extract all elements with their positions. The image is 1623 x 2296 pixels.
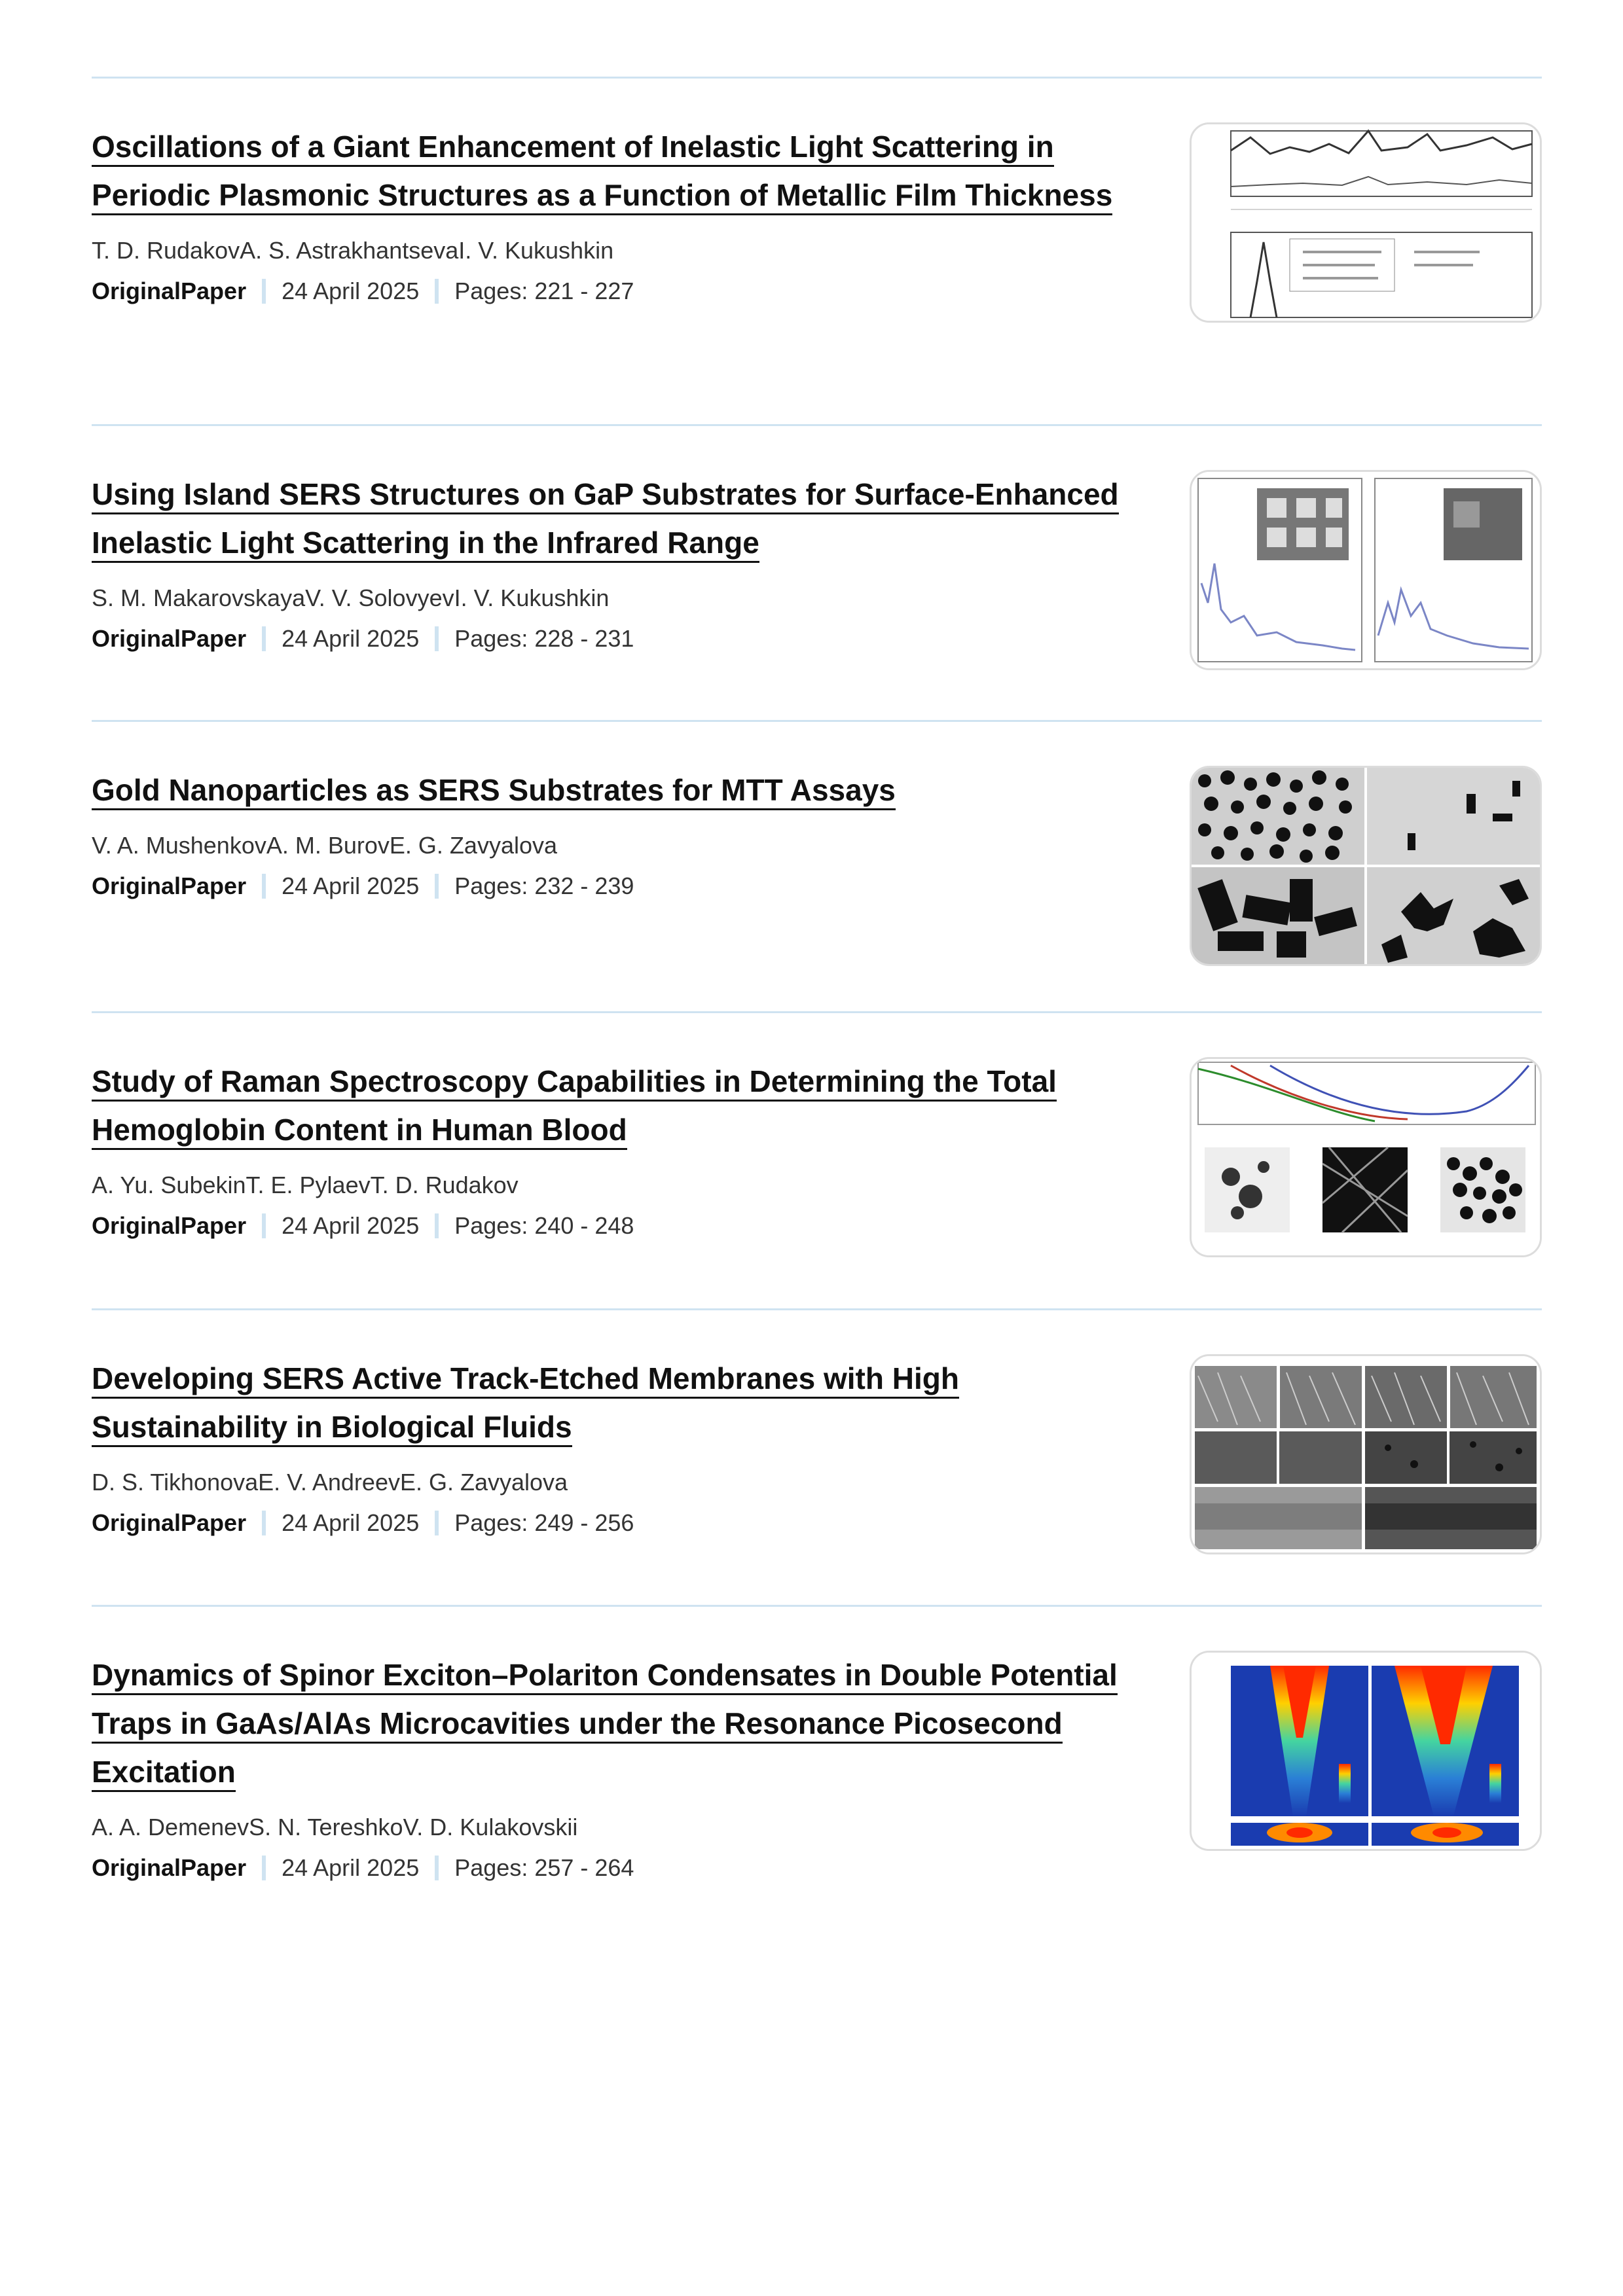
author: E. V. Andreev (258, 1469, 400, 1496)
author: T. D. Rudakov (92, 237, 240, 264)
article-item (92, 1651, 1542, 1886)
author: E. G. Zavyalova (389, 832, 558, 859)
article-pages: Pages: 249 - 256 (454, 1509, 634, 1536)
article-date: 24 April 2025 (282, 1509, 420, 1536)
divider (92, 1011, 1542, 1013)
article-item (92, 766, 1542, 1001)
article-date: 24 April 2025 (282, 625, 420, 652)
article-meta (92, 624, 1152, 653)
article-meta (92, 1854, 1152, 1882)
article-title (92, 1354, 1152, 1451)
article-authors (92, 1468, 1152, 1497)
separator (435, 626, 439, 651)
author: T. D. Rudakov (370, 1172, 519, 1198)
separator (262, 1213, 266, 1238)
separator (435, 279, 439, 304)
article-date: 24 April 2025 (282, 872, 420, 899)
separator (262, 1856, 266, 1880)
article-thumbnail[interactable] (1190, 470, 1542, 670)
article-authors (92, 1171, 1152, 1200)
article-thumbnail[interactable] (1190, 1354, 1542, 1554)
divider (92, 1605, 1542, 1607)
separator (435, 1213, 439, 1238)
author: E. G. Zavyalova (399, 1469, 568, 1496)
article-title (92, 1651, 1152, 1796)
article-type: OriginalPaper (92, 1854, 247, 1881)
article-thumbnail[interactable] (1190, 122, 1542, 323)
author: D. S. Tikhonova (92, 1469, 259, 1496)
article-item (92, 470, 1542, 706)
divider (92, 1308, 1542, 1310)
author: A. A. Demenev (92, 1814, 249, 1840)
author: V. D. Kulakovskii (403, 1814, 578, 1840)
article-pages: Pages: 257 - 264 (454, 1854, 634, 1881)
article-title-link[interactable]: Using Island SERS Structures on GaP Substrates for Surface-Enhanced Inelastic Light Scattering in the Infrared Range (92, 477, 1119, 563)
author: A. M. Burov (266, 832, 390, 859)
article-title-link[interactable]: Study of Raman Spectroscopy Capabilities in Determining the Total Hemoglobin Content in Human Blood (92, 1064, 1057, 1150)
author: T. E. Pylaev (246, 1172, 371, 1198)
separator (435, 1856, 439, 1880)
separator (262, 626, 266, 651)
article-title-link[interactable]: Developing SERS Active Track-Etched Membranes with High Sustainability in Biological Fluids (92, 1361, 959, 1447)
author: V. V. Solovyev (305, 584, 454, 611)
article-item (92, 122, 1542, 358)
article-pages: Pages: 232 - 239 (454, 872, 634, 899)
divider (92, 720, 1542, 722)
article-meta (92, 277, 1152, 306)
article-thumbnail[interactable] (1190, 1651, 1542, 1851)
article-date: 24 April 2025 (282, 1212, 420, 1239)
article-meta (92, 1509, 1152, 1537)
article-pages: Pages: 228 - 231 (454, 625, 634, 652)
article-title-link[interactable]: Gold Nanoparticles as SERS Substrates for MTT Assays (92, 773, 896, 810)
divider (92, 424, 1542, 426)
author: S. N. Tereshko (249, 1814, 403, 1840)
article-title-link[interactable]: Oscillations of a Giant Enhancement of Inelastic Light Scattering in Periodic Plasmonic Structures as a Function of Metallic Film Thickness (92, 130, 1112, 215)
author: A. Yu. Subekin (92, 1172, 246, 1198)
article-authors (92, 236, 1152, 265)
article-title (92, 470, 1152, 567)
article-item (92, 1057, 1542, 1293)
article-date: 24 April 2025 (282, 1854, 420, 1881)
separator (435, 874, 439, 899)
separator (262, 1511, 266, 1535)
author: I. V. Kukushkin (458, 237, 614, 264)
article-pages: Pages: 221 - 227 (454, 278, 634, 304)
divider (92, 77, 1542, 79)
article-type: OriginalPaper (92, 1509, 247, 1536)
separator (435, 1511, 439, 1535)
article-type: OriginalPaper (92, 625, 247, 652)
article-authors (92, 584, 1152, 613)
article-title (92, 122, 1152, 219)
separator (262, 279, 266, 304)
author: S. M. Makarovskaya (92, 584, 306, 611)
article-title (92, 1057, 1152, 1154)
author: V. A. Mushenkov (92, 832, 266, 859)
article-thumbnail[interactable] (1190, 766, 1542, 966)
article-thumbnail[interactable] (1190, 1057, 1542, 1257)
article-type: OriginalPaper (92, 278, 247, 304)
author: I. V. Kukushkin (454, 584, 610, 611)
author: A. S. Astrakhantseva (240, 237, 459, 264)
article-pages: Pages: 240 - 248 (454, 1212, 634, 1239)
article-title (92, 766, 1152, 814)
article-date: 24 April 2025 (282, 278, 420, 304)
separator (262, 874, 266, 899)
article-type: OriginalPaper (92, 1212, 247, 1239)
article-meta (92, 1211, 1152, 1240)
article-title-link[interactable]: Dynamics of Spinor Exciton–Polariton Condensates in Double Potential Traps in GaAs/AlAs Microcavities under the Resonance Picosecond Excitation (92, 1658, 1118, 1792)
article-meta (92, 872, 1152, 901)
article-authors (92, 831, 1152, 860)
article-type: OriginalPaper (92, 872, 247, 899)
article-item (92, 1354, 1542, 1590)
article-authors (92, 1813, 1152, 1842)
